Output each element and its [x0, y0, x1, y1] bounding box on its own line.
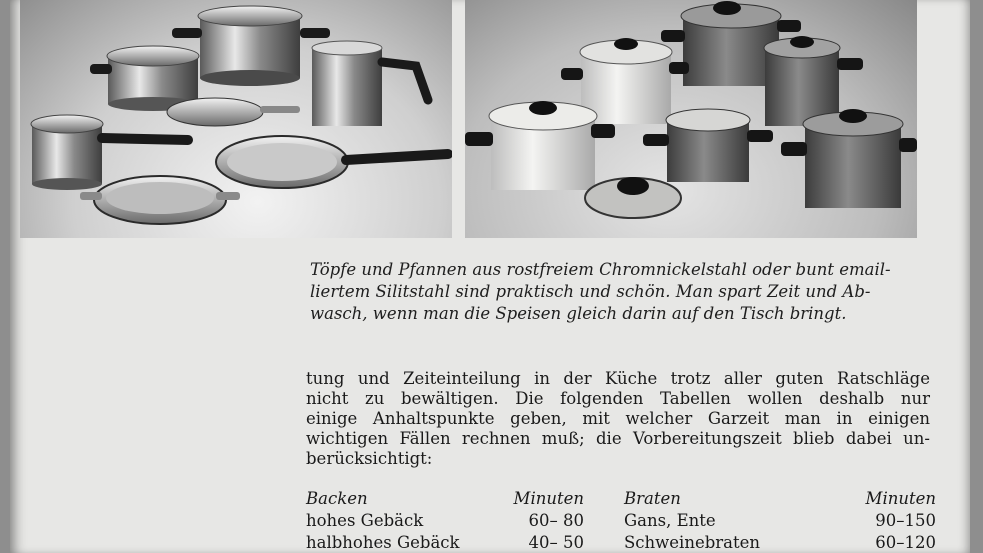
table-row — [306, 510, 936, 532]
table-cell: halbhohes Gebäck — [306, 533, 460, 552]
header-minuten-1: Minuten — [513, 489, 584, 508]
body-line: wichtigen Fällen rechnen muß; die Vorbereitungszeit blieb dabei un- — [306, 429, 930, 448]
caption-line: liertem Silitstahl sind praktisch und schön. Man spart Zeit und Ab- — [310, 282, 871, 301]
body-line: berücksichtigt: — [306, 449, 433, 468]
table-cell: hohes Gebäck — [306, 511, 424, 530]
body-paragraph — [306, 369, 930, 469]
table-cell: 60– 80 — [528, 511, 584, 530]
table-header-row — [306, 488, 936, 510]
cooking-times-table — [306, 488, 936, 553]
header-backen: Backen — [306, 489, 368, 508]
enamel-cookware-photo — [465, 0, 917, 238]
caption-line: Töpfe und Pfannen aus rostfreiem Chromnickelstahl oder bunt email- — [310, 260, 891, 279]
body-line: tung und Zeiteinteilung in der Küche trotz aller guten Ratschläge — [306, 369, 930, 388]
table-cell: Schweinebraten — [624, 533, 761, 552]
stainless-cookware-photo — [20, 0, 452, 238]
book-page — [10, 0, 970, 553]
table-row — [306, 532, 936, 553]
body-line: nicht zu bewältigen. Die folgenden Tabellen wollen deshalb nur — [306, 389, 930, 408]
table-cell: 90–150 — [875, 511, 936, 530]
body-line: einige Anhaltspunkte geben, mit welcher Garzeit man in einigen — [306, 409, 930, 428]
caption-line: wasch, wenn man die Speisen gleich darin auf den Tisch bringt. — [310, 304, 847, 323]
table-cell: Gans, Ente — [624, 511, 716, 530]
table-cell: 60–120 — [875, 533, 936, 552]
header-minuten-2: Minuten — [865, 489, 936, 508]
enamel-cookware-illustration — [465, 0, 917, 238]
header-braten: Braten — [624, 489, 681, 508]
table-cell: 40– 50 — [528, 533, 584, 552]
photo-caption — [310, 259, 925, 325]
stainless-cookware-illustration — [20, 0, 452, 238]
